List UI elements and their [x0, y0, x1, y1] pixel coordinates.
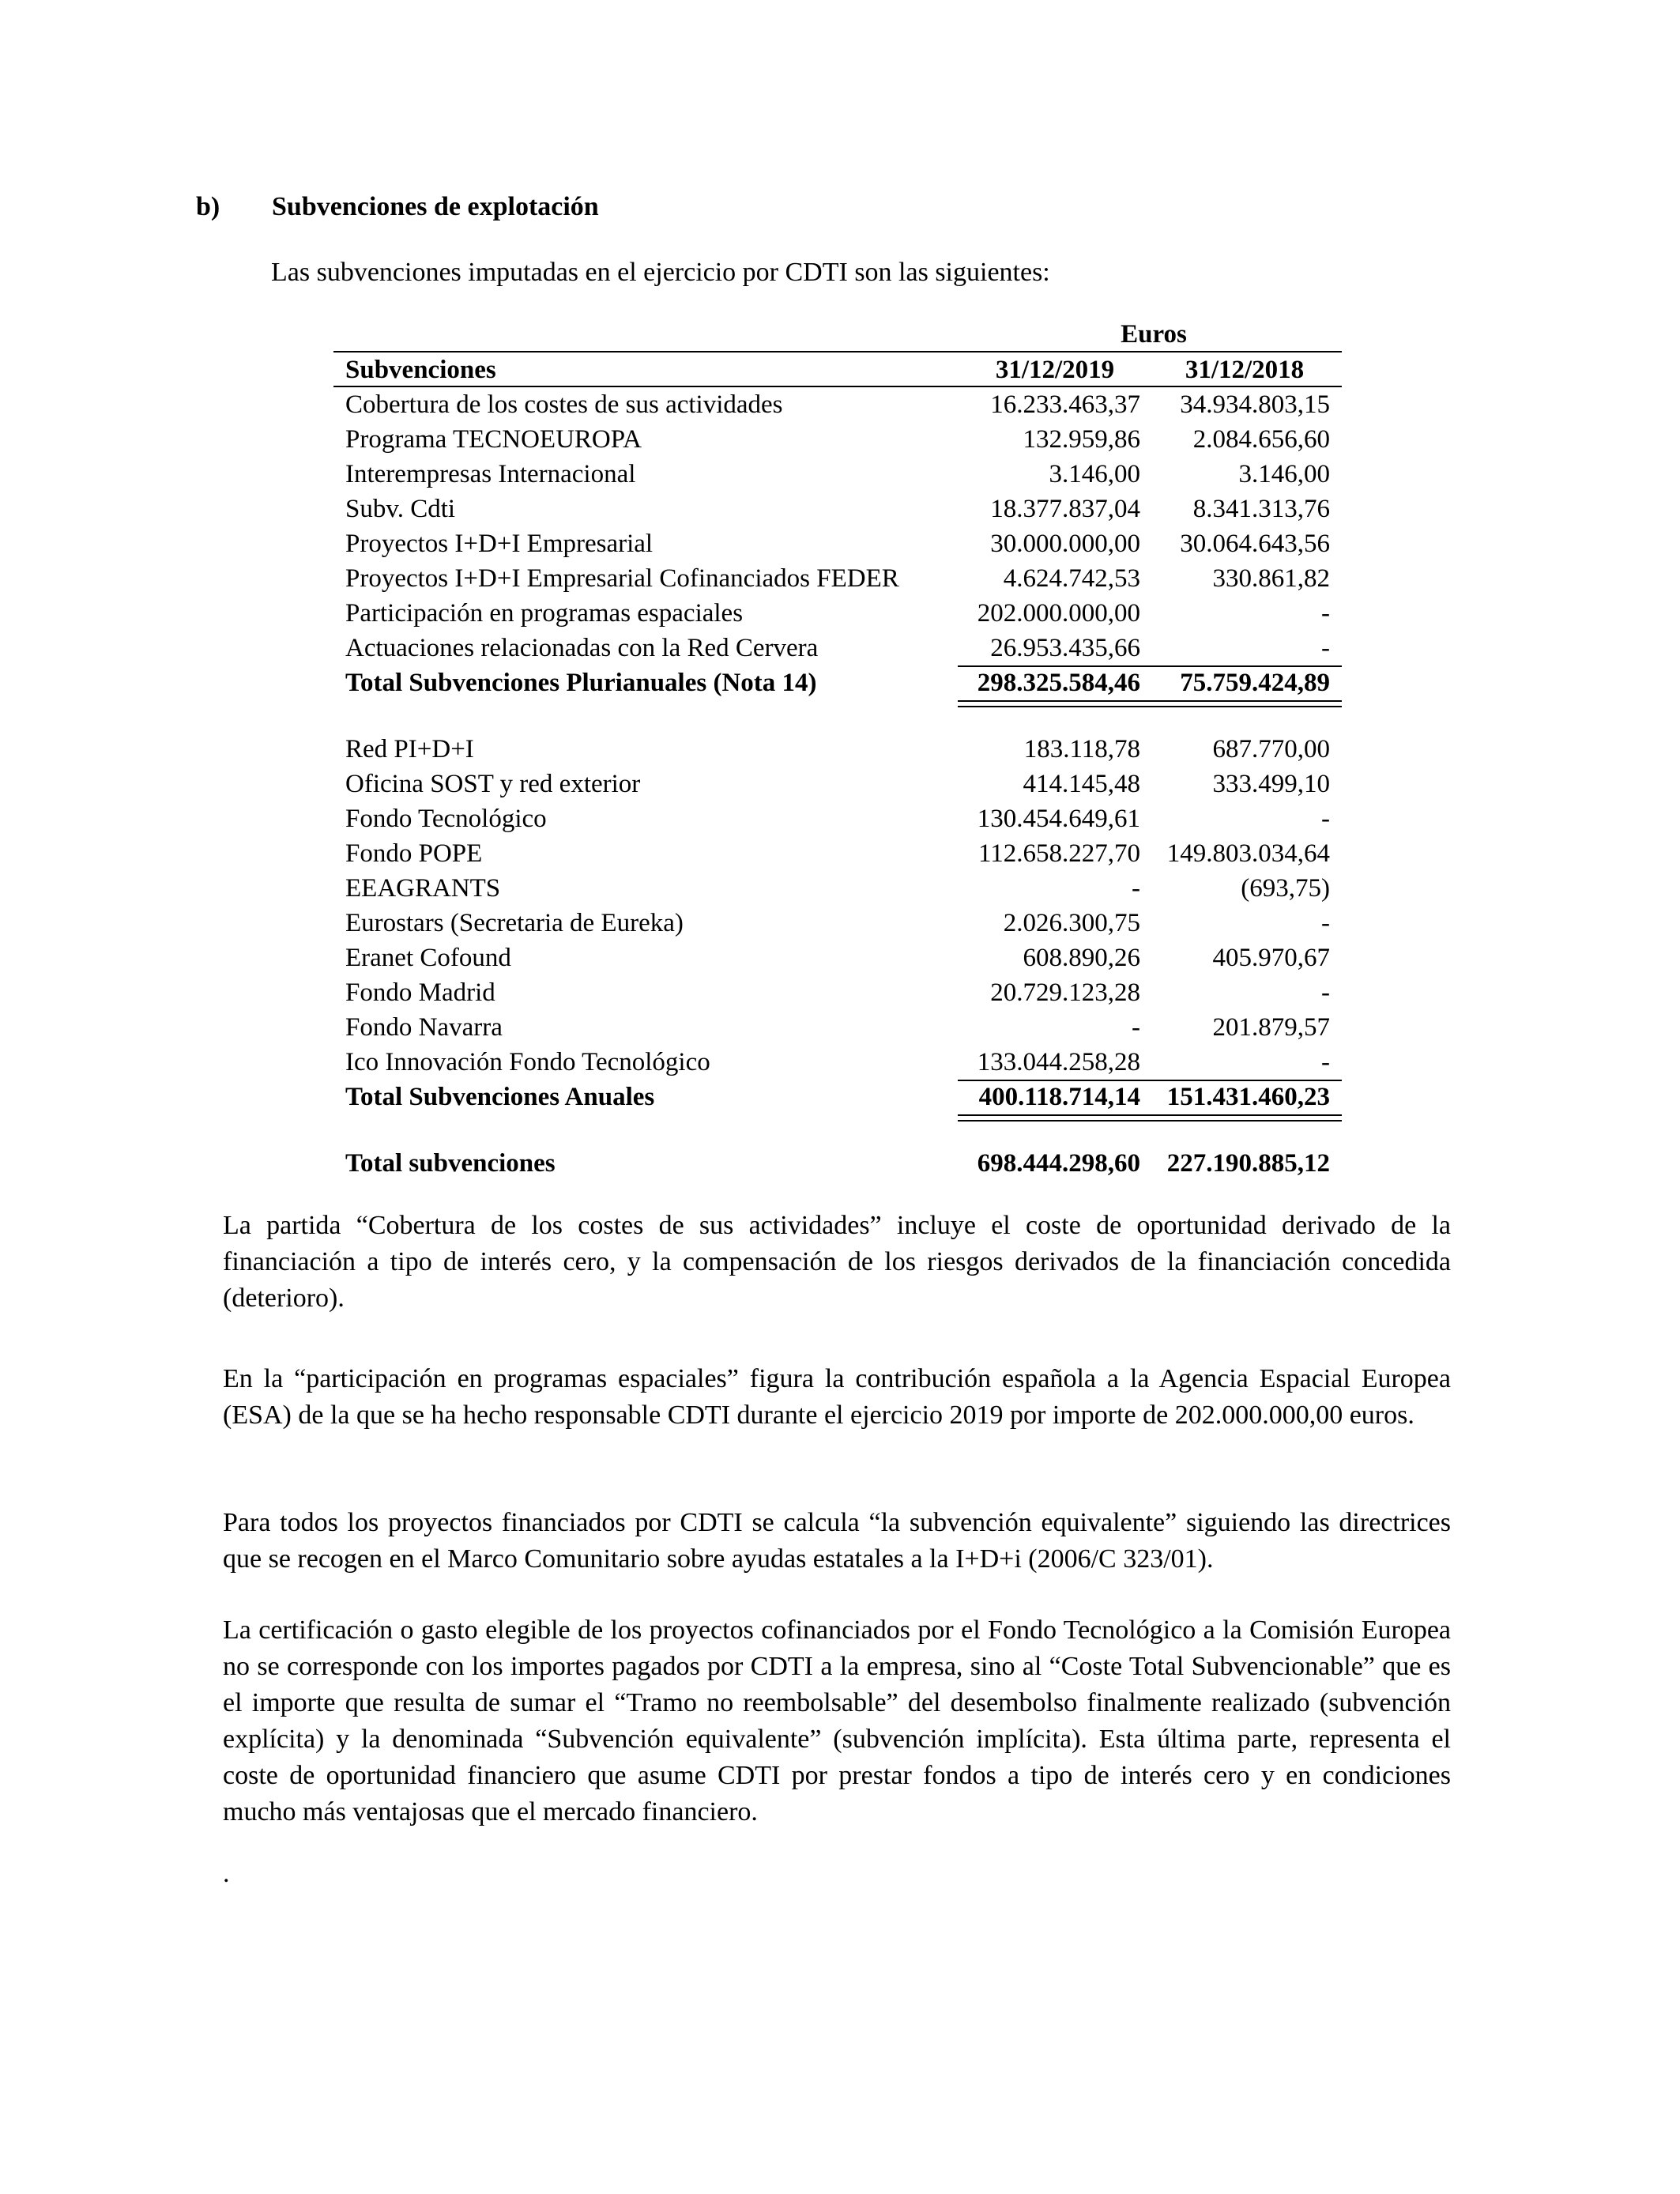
plurianual-y2018: 8.341.313,76	[1192, 495, 1330, 523]
total-plurianuales-2018: 75.759.424,89	[1180, 669, 1330, 697]
total-anuales-2018: 151.431.460,23	[1166, 1083, 1330, 1111]
section-title: Subvenciones de explotación	[272, 192, 599, 221]
trailing-mark: .	[223, 1859, 230, 1888]
table-row	[333, 767, 1342, 801]
section-intro: Las subvenciones imputadas en el ejercicio por CDTI son las siguientes:	[271, 258, 1050, 287]
plurianual-label: Participación en programas espaciales	[345, 599, 744, 628]
col-2018-header: 31/12/2018	[1185, 356, 1305, 384]
paragraph-subvencion-equivalente: Para todos los proyectos financiados por CDTI se calcula “la subvención equivalente” siguiendo las directrices que se recogen en el Marco Comunitario sobre ayudas estatales a la I+D+i (2006/C 323/01).	[223, 1508, 1451, 1574]
anual-y2018: 149.803.034,64	[1166, 839, 1330, 868]
plurianual-y2019: 18.377.837,04	[990, 495, 1140, 523]
anuales-group	[333, 732, 1342, 1080]
total-plurianuales-row	[333, 665, 1342, 700]
anual-label: Fondo Navarra	[345, 1013, 503, 1042]
anual-y2019: 414.145,48	[1023, 770, 1140, 798]
anual-label: Fondo Madrid	[345, 978, 495, 1007]
table-row	[333, 631, 1342, 665]
anual-y2018: -	[1321, 978, 1330, 1007]
table-row	[333, 836, 1342, 871]
table-row	[333, 561, 1342, 596]
plurianual-y2018: 3.146,00	[1238, 460, 1330, 488]
anual-y2018: -	[1321, 909, 1330, 937]
table-row	[333, 801, 1342, 836]
section-heading	[196, 192, 599, 222]
double-underline	[958, 700, 1342, 707]
table-row	[333, 387, 1342, 422]
plurianual-y2018: -	[1321, 599, 1330, 628]
anual-y2018: 333.499,10	[1212, 770, 1330, 798]
total-plurianuales-2019: 298.325.584,46	[977, 669, 1140, 697]
plurianual-y2018: 30.064.643,56	[1180, 530, 1330, 558]
plurianual-label: Subv. Cdti	[345, 495, 456, 523]
table-header-row	[333, 351, 1342, 387]
section-letter: b)	[196, 192, 220, 221]
anual-y2018: -	[1321, 1048, 1330, 1076]
plurianual-y2018: 34.934.803,15	[1180, 390, 1330, 419]
plurianual-y2018: 330.861,82	[1212, 564, 1330, 593]
plurianual-label: Interempresas Internacional	[345, 460, 636, 488]
anual-label: Eurostars (Secretaria de Eureka)	[345, 909, 684, 937]
subsidies-table	[333, 316, 1342, 1181]
anual-y2018: 687.770,00	[1212, 735, 1330, 763]
total-plurianuales-label: Total Subvenciones Plurianuales (Nota 14)	[345, 669, 817, 697]
anual-label: Fondo Tecnológico	[345, 805, 547, 833]
table-row	[333, 732, 1342, 767]
plurianual-y2019: 3.146,00	[1049, 460, 1140, 488]
plurianual-y2019: 30.000.000,00	[990, 530, 1140, 558]
plurianual-label: Cobertura de los costes de sus actividades	[345, 390, 783, 419]
anual-label: Oficina SOST y red exterior	[345, 770, 641, 798]
grand-total-row	[333, 1146, 1342, 1181]
plurianuales-group	[333, 387, 1342, 665]
total-anuales-2019: 400.118.714,14	[978, 1083, 1140, 1111]
anual-y2019: 2.026.300,75	[1003, 909, 1140, 937]
plurianual-y2018: 2.084.656,60	[1192, 425, 1330, 454]
table-row	[333, 975, 1342, 1010]
paragraph-cobertura: La partida “Cobertura de los costes de sus actividades” incluye el coste de oportunidad derivado de la financiación a tipo de interés cero, y la compensación de los riesgos derivados de la financiación concedida (deterioro).	[223, 1211, 1451, 1313]
total-anuales-row	[333, 1080, 1342, 1114]
table-row	[333, 492, 1342, 526]
anual-y2019: 20.729.123,28	[990, 978, 1140, 1007]
anual-y2019: 608.890,26	[1023, 944, 1140, 972]
table-row	[333, 1010, 1342, 1045]
anual-y2018: 405.970,67	[1212, 944, 1330, 972]
total-anuales-label: Total Subvenciones Anuales	[345, 1083, 655, 1111]
paragraph-certificacion: La certificación o gasto elegible de los proyectos cofinanciados por el Fondo Tecnológico a la Comisión Europea no se corresponde con los importes pagados por CDTI a la empresa, sino al “Coste Total Subvencionable” que es el importe que resulta de sumar el “Tramo no reembolsable” del desembolso finalmente realizado (subvención explícita) y la denominada “Subvención equivalente” (subvención implícita). Esta última parte, representa el coste de oportunidad financiero que asume CDTI por prestar fondos a tipo de interés cero y en condiciones mucho más ventajosas que el mercado financiero.	[223, 1615, 1451, 1826]
plurianual-y2019: 132.959,86	[1023, 425, 1140, 454]
plurianual-y2019: 4.624.742,53	[1003, 564, 1140, 593]
anual-y2019: 130.454.649,61	[977, 805, 1140, 833]
plurianual-y2018: -	[1321, 634, 1330, 662]
plurianual-label: Proyectos I+D+I Empresarial	[345, 530, 654, 558]
grand-total-label: Total subvenciones	[345, 1149, 556, 1178]
anual-label: Red PI+D+I	[345, 735, 474, 763]
table-row	[333, 422, 1342, 457]
table-row	[333, 457, 1342, 492]
table-row	[333, 1045, 1342, 1080]
plurianual-label: Actuaciones relacionadas con la Red Cervera	[345, 634, 819, 662]
anual-y2018: 201.879,57	[1212, 1013, 1330, 1042]
anual-y2018: (693,75)	[1241, 874, 1330, 903]
anual-y2018: -	[1321, 805, 1330, 833]
table-row	[333, 526, 1342, 561]
table-row	[333, 871, 1342, 906]
anual-label: Eranet Cofound	[345, 944, 511, 972]
plurianual-y2019: 16.233.463,37	[990, 390, 1140, 419]
anual-y2019: -	[1132, 1013, 1140, 1042]
currency-header-row	[333, 316, 1342, 351]
plurianual-y2019: 26.953.435,66	[990, 634, 1140, 662]
plurianual-y2019: 202.000.000,00	[977, 599, 1140, 628]
plurianual-label: Proyectos I+D+I Empresarial Cofinanciados FEDER	[345, 564, 899, 593]
currency-header: Euros	[1121, 320, 1187, 349]
col-2019-header: 31/12/2019	[995, 356, 1115, 384]
anual-label: Ico Innovación Fondo Tecnológico	[345, 1048, 710, 1076]
anual-y2019: 112.658.227,70	[977, 839, 1140, 868]
paragraph-espaciales: En la “participación en programas espaciales” figura la contribución española a la Agencia Espacial Europea (ESA) de la que se ha hecho responsable CDTI durante el ejercicio 2019 por importe de 202.000.000,00 euros.	[223, 1364, 1451, 1430]
grand-total-2019: 698.444.298,60	[977, 1149, 1140, 1178]
anual-label: EEAGRANTS	[345, 874, 501, 903]
anual-y2019: -	[1132, 874, 1140, 903]
plurianual-label: Programa TECNOEUROPA	[345, 425, 642, 454]
grand-total-2018: 227.190.885,12	[1166, 1149, 1330, 1178]
table-row	[333, 941, 1342, 975]
anual-y2019: 183.118,78	[1023, 735, 1140, 763]
table-row	[333, 906, 1342, 941]
anual-label: Fondo POPE	[345, 839, 483, 868]
anual-y2019: 133.044.258,28	[977, 1048, 1140, 1076]
table-row	[333, 596, 1342, 631]
double-underline	[958, 1114, 1342, 1122]
col-label-header: Subvenciones	[345, 356, 496, 384]
